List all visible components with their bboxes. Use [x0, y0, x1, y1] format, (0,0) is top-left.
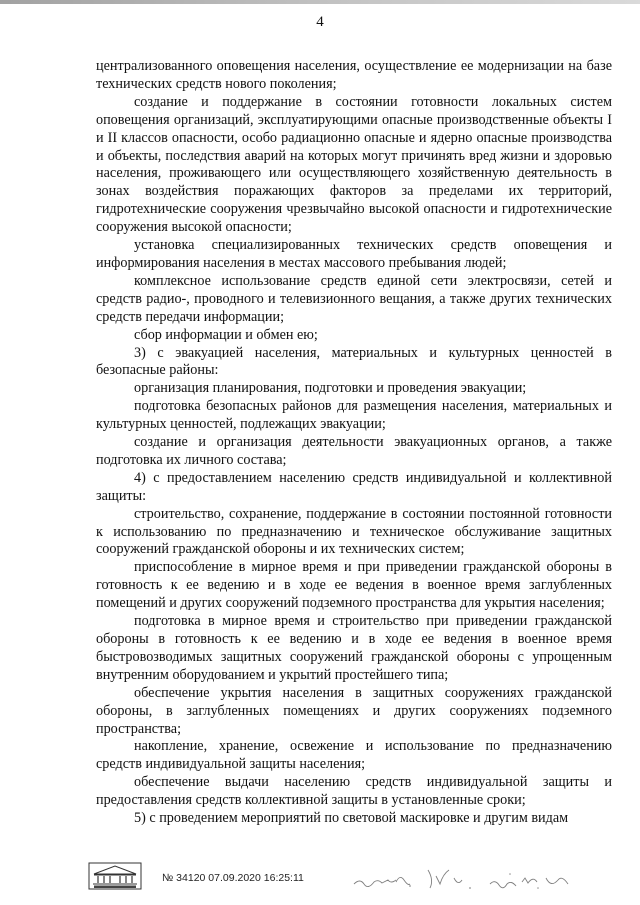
document-registration-stamp: № 34120 07.09.2020 16:25:11: [162, 872, 304, 884]
paragraph: обеспечение выдачи населению средств индивидуальной защиты и предоставления средств коллективной защиты в установленные сроки;: [96, 774, 612, 809]
paragraph: 4) с предоставлением населению средств индивидуальной и коллективной защиты:: [96, 469, 612, 504]
paragraph: подготовка в мирное время и строительство при приведении гражданской обороны в готовность к ее ведению и в ходе ее ведения в военное время быстровозводимых защитных сооружений гражданской обороны с упрощенным внутренним оборудованием и укрытий простейшего типа;: [96, 613, 612, 683]
paragraph: подготовка безопасных районов для размещения населения, материальных и культурных ценностей, подлежащих эвакуации;: [96, 398, 612, 433]
paragraph: комплексное использование средств единой сети электросвязи, сетей и средств радио-, проводного и телевизионного вещания, а также других технических средств передачи информации;: [96, 272, 612, 325]
government-building-seal-icon: [88, 862, 142, 890]
scan-top-edge: [0, 0, 640, 4]
paragraph: накопление, хранение, освежение и использование по предназначению средств индивидуальной защиты населения;: [96, 738, 612, 773]
paragraph: приспособление в мирное время и при приведении гражданской обороны в готовность к ее ведению и в ходе ее ведения в военное время заглубленных помещений и других сооружений подземного пространства для укрытия населения;: [96, 559, 612, 612]
paragraph: 3) с эвакуацией населения, материальных и культурных ценностей в безопасные районы:: [96, 344, 612, 379]
page-number: 4: [316, 14, 324, 30]
paragraph: создание и поддержание в состоянии готовности локальных систем оповещения организаций, эксплуатирующими опасные производственные объекты I и II классов опасности, особо радиационно опасные и ядерно опасные производства и объекты, последствия аварий на которых могут причинять вред жизни и здоровью населения, проживающего или осуществляющего хозяйственную деятельность в зонах воздействия поражающих факторов за пределами их территорий, гидротехнические сооружения чрезвычайно высокой опасности и гидротехнические сооружения высокой опасности;: [96, 93, 612, 236]
paragraph: обеспечение укрытия населения в защитных сооружениях гражданской обороны, в заглубленных помещениях и других сооружениях подземного пространства;: [96, 684, 612, 737]
paragraph: создание и организация деятельности эвакуационных органов, а также подготовка их личного состава;: [96, 434, 612, 468]
paragraph: установка специализированных технических средств оповещения и информирования населения в местах массового пребывания людей;: [96, 237, 612, 271]
paragraph: строительство, сохранение, поддержание в состоянии постоянной готовности к использованию по предназначению и техническое обслуживание защитных сооружений гражданской обороны и их технических систем;: [96, 505, 612, 558]
paragraph: организация планирования, подготовки и проведения эвакуации;: [134, 380, 527, 397]
paragraph: централизованного оповещения населения, осуществление ее модернизации на базе технических средств нового поколения;: [96, 58, 612, 92]
handwritten-signature-icon: [350, 864, 580, 894]
paragraph: сбор информации и обмен ею;: [134, 326, 318, 343]
paragraph: 5) с проведением мероприятий по световой маскировке и другим видам: [134, 810, 569, 827]
footer: [0, 862, 640, 902]
document-body: [96, 58, 612, 828]
